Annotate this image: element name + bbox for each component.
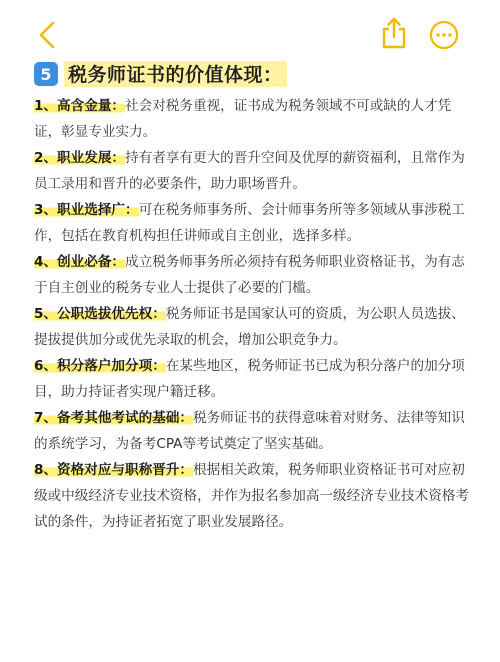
list-item xyxy=(34,457,474,535)
item-text: 税务师证书的获得意味着对财务、法律等知识的系统学习，为备考CPA等考试奠定了坚实基础。 xyxy=(34,410,465,452)
list-item xyxy=(34,405,474,457)
list-item xyxy=(34,249,474,301)
list-item xyxy=(34,353,474,405)
top-bar xyxy=(0,0,500,64)
share-icon xyxy=(380,16,408,50)
value-list xyxy=(34,93,474,535)
item-text: 社会对税务重视，证书成为税务领域不可或缺的人才凭证，彰显专业实力。 xyxy=(34,98,452,140)
more-icon xyxy=(429,20,459,50)
item-text: 可在税务师事务所、会计师事务所等多领域从事涉税工作，包括在教育机构担任讲师或自主创业，选择多样。 xyxy=(34,202,465,244)
item-text: 成立税务师事务所必须持有税务师职业资格证书，为有志于自主创业的税务专业人士提供了必要的门槛。 xyxy=(34,254,465,296)
item-label: 1、高含金量： xyxy=(34,98,126,114)
item-label: 3、职业选择广： xyxy=(34,202,139,218)
chevron-left-icon xyxy=(34,20,60,50)
item-text: 根据相关政策，税务师职业资格证书可对应初级或中级经济专业技术资格，并作为报名参加高一级经济专业技术资格考试的条件，为持证者拓宽了职业发展路径。 xyxy=(34,462,469,530)
item-text: 税务师证书是国家认可的资质，为公职人员选拔、提拔提供加分或优先录取的机会，增加公职竞争力。 xyxy=(34,306,465,348)
list-item xyxy=(34,197,474,249)
item-label: 5、公职选拔优先权： xyxy=(34,306,166,322)
share-button[interactable] xyxy=(380,16,408,50)
item-label: 8、资格对应与职称晋升： xyxy=(34,462,193,478)
more-button[interactable] xyxy=(429,20,459,50)
item-label: 4、创业必备： xyxy=(34,254,126,270)
item-text: 持有者享有更大的晋升空间及优厚的薪资福利，且常作为员工录用和晋升的必要条件，助力职场晋升。 xyxy=(34,150,465,192)
section-heading xyxy=(34,60,287,88)
back-button[interactable] xyxy=(34,20,60,50)
list-item xyxy=(34,93,474,145)
item-label: 2、职业发展： xyxy=(34,150,126,166)
item-label: 6、积分落户加分项： xyxy=(34,358,166,374)
list-item xyxy=(34,145,474,197)
list-item xyxy=(34,301,474,353)
section-title: 税务师证书的价值体现： xyxy=(64,61,287,87)
item-text: 在某些地区，税务师证书已成为积分落户的加分项目，助力持证者实现户籍迁移。 xyxy=(34,358,465,400)
item-label: 7、备考其他考试的基础： xyxy=(34,410,193,426)
number-badge: 5 xyxy=(34,62,58,86)
